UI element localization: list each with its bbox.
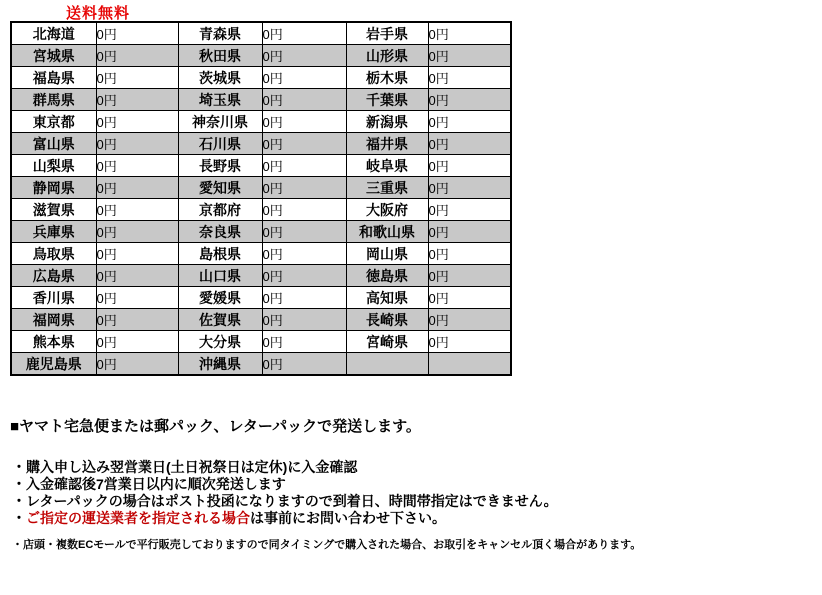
fee-cell: 0円 <box>262 22 346 45</box>
table-row <box>11 265 511 287</box>
note-text: ・購入申し込み翌営業日(土日祝祭日は定休)に入金確認 <box>12 459 358 475</box>
free-shipping-label: 送料無料 <box>66 5 131 22</box>
fee-cell: 0円 <box>96 265 178 287</box>
table-row <box>11 111 511 133</box>
prefecture-cell: 岩手県 <box>346 22 428 45</box>
shipping-note-line <box>12 493 558 510</box>
table-row <box>11 309 511 331</box>
fee-cell: 0円 <box>428 111 511 133</box>
prefecture-cell: 茨城県 <box>178 67 262 89</box>
fee-cell: 0円 <box>96 155 178 177</box>
fee-cell: 0円 <box>428 265 511 287</box>
fee-cell: 0円 <box>96 199 178 221</box>
fee-cell: 0円 <box>262 177 346 199</box>
prefecture-cell: 愛知県 <box>178 177 262 199</box>
fee-cell: 0円 <box>262 199 346 221</box>
fee-cell: 0円 <box>262 309 346 331</box>
fee-cell: 0円 <box>428 177 511 199</box>
prefecture-cell: 富山県 <box>11 133 96 155</box>
fee-cell: 0円 <box>262 265 346 287</box>
prefecture-cell: 兵庫県 <box>11 221 96 243</box>
prefecture-cell: 埼玉県 <box>178 89 262 111</box>
prefecture-cell: 青森県 <box>178 22 262 45</box>
fee-cell: 0円 <box>428 133 511 155</box>
prefecture-cell: 北海道 <box>11 22 96 45</box>
prefecture-cell: 宮城県 <box>11 45 96 67</box>
prefecture-cell: 高知県 <box>346 287 428 309</box>
fee-cell: 0円 <box>96 133 178 155</box>
prefecture-cell: 秋田県 <box>178 45 262 67</box>
prefecture-cell: 鳥取県 <box>11 243 96 265</box>
fee-cell: 0円 <box>428 155 511 177</box>
fee-cell: 0円 <box>262 331 346 353</box>
table-row <box>11 155 511 177</box>
shipping-note-line <box>12 476 558 493</box>
prefecture-cell: 島根県 <box>178 243 262 265</box>
fee-cell: 0円 <box>428 221 511 243</box>
shipping-note-line <box>12 510 558 527</box>
prefecture-cell: 福岡県 <box>11 309 96 331</box>
fee-cell: 0円 <box>428 67 511 89</box>
prefecture-cell: 滋賀県 <box>11 199 96 221</box>
fee-cell: 0円 <box>428 45 511 67</box>
note-text: ・入金確認後7営業日以内に順次発送します <box>12 476 286 492</box>
prefecture-cell: 三重県 <box>346 177 428 199</box>
fee-cell: 0円 <box>262 45 346 67</box>
prefecture-cell: 香川県 <box>11 287 96 309</box>
table-row <box>11 331 511 353</box>
fee-cell: 0円 <box>262 67 346 89</box>
prefecture-cell: 長崎県 <box>346 309 428 331</box>
table-row <box>11 22 511 45</box>
prefecture-cell: 京都府 <box>178 199 262 221</box>
prefecture-cell: 千葉県 <box>346 89 428 111</box>
table-row <box>11 287 511 309</box>
fee-cell: 0円 <box>96 177 178 199</box>
fee-cell: 0円 <box>428 22 511 45</box>
fee-cell: 0円 <box>96 45 178 67</box>
table-row <box>11 177 511 199</box>
fee-cell: 0円 <box>96 287 178 309</box>
fee-cell: 0円 <box>428 89 511 111</box>
table-row <box>11 221 511 243</box>
fee-cell: 0円 <box>96 111 178 133</box>
note-text: ・レターパックの場合はポスト投函になりますので到着日、時間帯指定はできません。 <box>12 493 558 509</box>
table-row <box>11 353 511 376</box>
fee-cell: 0円 <box>262 111 346 133</box>
prefecture-cell: 徳島県 <box>346 265 428 287</box>
prefecture-cell: 大分県 <box>178 331 262 353</box>
prefecture-cell: 宮崎県 <box>346 331 428 353</box>
prefecture-cell <box>346 353 428 376</box>
shipping-method-heading: ■ヤマト宅急便または郵パック、レターパックで発送します。 <box>10 418 421 435</box>
prefecture-cell: 新潟県 <box>346 111 428 133</box>
table-row <box>11 67 511 89</box>
prefecture-cell: 神奈川県 <box>178 111 262 133</box>
fee-cell: 0円 <box>96 243 178 265</box>
prefecture-cell: 大阪府 <box>346 199 428 221</box>
fee-cell: 0円 <box>96 89 178 111</box>
fee-cell: 0円 <box>96 221 178 243</box>
fee-cell: 0円 <box>96 67 178 89</box>
prefecture-cell: 岡山県 <box>346 243 428 265</box>
fee-cell: 0円 <box>262 243 346 265</box>
prefecture-cell: 山形県 <box>346 45 428 67</box>
prefecture-cell: 東京都 <box>11 111 96 133</box>
fee-cell: 0円 <box>428 331 511 353</box>
fee-cell: 0円 <box>428 243 511 265</box>
prefecture-cell: 広島県 <box>11 265 96 287</box>
table-row <box>11 243 511 265</box>
prefecture-cell: 石川県 <box>178 133 262 155</box>
table-row <box>11 89 511 111</box>
fee-cell <box>428 353 511 376</box>
shipping-fee-table <box>10 21 512 376</box>
fee-cell: 0円 <box>262 89 346 111</box>
fee-cell: 0円 <box>262 287 346 309</box>
prefecture-cell: 沖縄県 <box>178 353 262 376</box>
fee-cell: 0円 <box>96 331 178 353</box>
shipping-note-line <box>12 459 558 476</box>
prefecture-cell: 熊本県 <box>11 331 96 353</box>
table-row <box>11 133 511 155</box>
prefecture-cell: 山梨県 <box>11 155 96 177</box>
prefecture-cell: 福島県 <box>11 67 96 89</box>
prefecture-cell: 長野県 <box>178 155 262 177</box>
note-text: ・ <box>12 510 26 526</box>
table-row <box>11 199 511 221</box>
table-row <box>11 45 511 67</box>
prefecture-cell: 群馬県 <box>11 89 96 111</box>
prefecture-cell: 奈良県 <box>178 221 262 243</box>
fee-cell: 0円 <box>262 353 346 376</box>
prefecture-cell: 山口県 <box>178 265 262 287</box>
shipping-notes-list <box>12 459 558 527</box>
prefecture-cell: 愛媛県 <box>178 287 262 309</box>
fee-cell: 0円 <box>96 22 178 45</box>
prefecture-cell: 和歌山県 <box>346 221 428 243</box>
prefecture-cell: 福井県 <box>346 133 428 155</box>
fee-cell: 0円 <box>96 309 178 331</box>
fee-cell: 0円 <box>428 287 511 309</box>
prefecture-cell: 栃木県 <box>346 67 428 89</box>
fee-cell: 0円 <box>96 353 178 376</box>
parallel-sale-note: ・店頭・複数ECモールで平行販売しておりますので同タイミングで購入された場合、お取引をキャンセル頂く場合があります。 <box>12 539 642 551</box>
fee-cell: 0円 <box>262 155 346 177</box>
prefecture-cell: 佐賀県 <box>178 309 262 331</box>
fee-cell: 0円 <box>262 133 346 155</box>
fee-cell: 0円 <box>428 199 511 221</box>
note-emphasis-red: ご指定の運送業者を指定される場合 <box>26 510 250 526</box>
prefecture-cell: 静岡県 <box>11 177 96 199</box>
fee-cell: 0円 <box>262 221 346 243</box>
prefecture-cell: 岐阜県 <box>346 155 428 177</box>
note-text: は事前にお問い合わせ下さい。 <box>250 510 446 526</box>
prefecture-cell: 鹿児島県 <box>11 353 96 376</box>
fee-cell: 0円 <box>428 309 511 331</box>
